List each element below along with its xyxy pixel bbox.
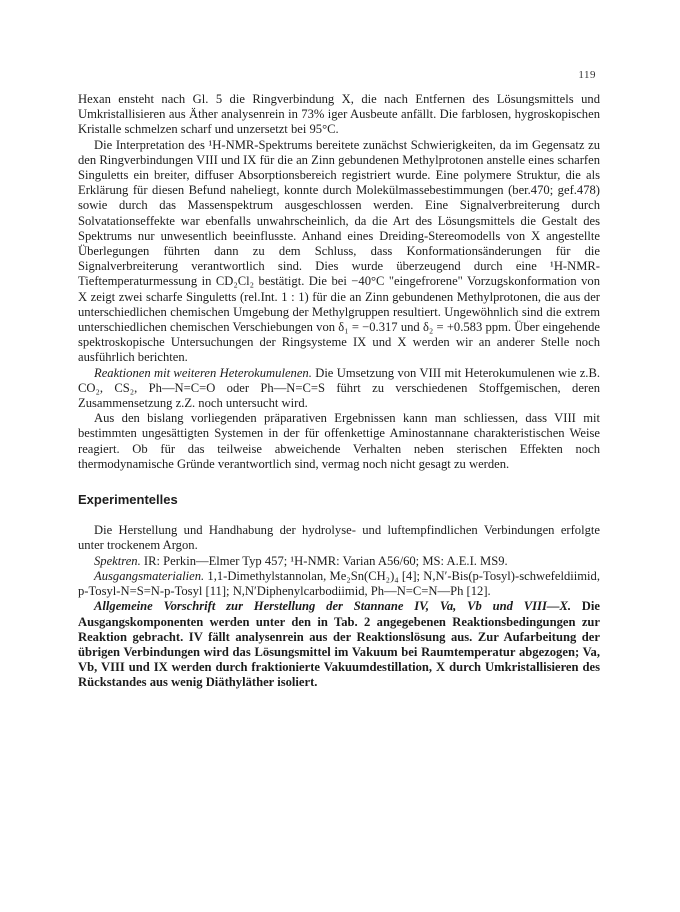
paragraph: Hexan ensteht nach Gl. 5 die Ringverbindung X, die nach Entfernen des Lösungsmittels und Umkristallisieren aus Äther analysenrein in 73% iger Ausbeute anfällt. Die farblosen, hygroskopischen Kristalle schmelzen scharf und unzersetzt bei 95°C.: [78, 92, 600, 137]
paragraph-text: 1,1-Dimethylstannolan, Me₂Sn(CH₂)₄ [4]; N,N′-Bis(p-Tosyl)-schwefeldiimid, p-Tosyl-N=S=N-p-Tosyl [11]; N,N′Diphenylcarbodiimid, Ph—N=C=N—Ph [12].: [78, 568, 600, 599]
paragraph: [78, 569, 600, 599]
paragraph: Die Herstellung und Handhabung der hydrolyse- und luftempfindlichen Verbindungen erfolgte unter trockenem Argon.: [78, 523, 600, 553]
paragraph: Aus den bislang vorliegenden präparativen Ergebnissen kann man schliessen, dass VIII mit bestimmten ungesättigten Systemen in der für offenkettige Aminostannane charakteristischen Weise reagiert. Ob für das teilweise abweichende Verhalten neben sterischen Effekten noch thermodynamische Gründe verantwortlich sind, vermag noch nicht gesagt zu werden.: [78, 411, 600, 471]
experimental-section: [78, 523, 600, 690]
paragraph: [78, 554, 600, 569]
paragraph-run-in-heading: Spektren.: [94, 553, 141, 568]
page-number: 119: [578, 69, 596, 81]
paragraph-text: Die Ausgangskomponenten werden unter den in Tab. 2 angegebenen Reaktionsbedingungen zur Reaktion gebracht. IV fällt analysenrein aus der Reaktionslösung aus. Zur Aufarbeitung der übrigen Verbindungen wird das Lösungsmittel im Vakuum bei Raumtemperatur abgezogen; Va, Vb, VIII und IX werden durch fraktionierte Vakuumdestillation, X durch Umkristallisieren des Rückstandes aus wenig Diäthyläther isoliert.: [78, 599, 600, 690]
body-text: [78, 92, 600, 691]
paragraph-run-in-heading: Ausgangsmaterialien.: [94, 568, 205, 583]
paragraph-run-in-heading: Allgemeine Vorschrift zur Herstellung der Stannane IV, Va, Vb und VIII—X.: [94, 599, 571, 614]
paragraph-run-in-heading: Reaktionen mit weiteren Heterokumulenen.: [94, 365, 312, 380]
paragraph: [78, 366, 600, 412]
paragraph: [78, 599, 600, 690]
section-heading: Experimentelles: [78, 492, 178, 508]
paragraph: Die Interpretation des ¹H-NMR-Spektrums bereitete zunächst Schwierigkeiten, da im Gegensatz zu den Ringverbindungen VIII und IX für die an Zinn gebundenen Methylprotonen anstelle eines scharfen Singuletts ein breiter, diffuser Absorptionsbereich registriert wurde. Eine polymere Struktur, die als Erklärung für diesen Befund naheliegt, konnte durch Molekülmassebestimmungen (ber.470; gef.478) sowie durch das Massenspektrum ausgeschlossen werden. Eine Signalverbreiterung durch Solvatationseffekte war ebenfalls unwahrscheinlich, da die Art des Lösungsmittels die Gestalt des Spektrums nur unwesentlich beeinflusste. Anhand eines Dreiding-Stereomodells von X angestellte Überlegungen führten dann zu dem Schluss, dass Konformationsänderungen für die Signalverbreiterung verantwortlich sind. Dies wurde überzeugend durch eine ¹H-NMR-Tieftemperaturmessung in CD₂Cl₂ bestätigt. Die bei −40°C "eingefrorene" Vorzugskonformation von X zeigt zwei scharfe Singuletts (rel.Int. 1 : 1) für die an Zinn gebundenen Methylprotonen, die aus der unterschiedlichen chemischen Umgebung der Methylgruppen resultiert. Ungewöhnlich sind die extrem unterschiedlichen chemischen Verschiebungen von δ₁ = −0.317 und δ₂ = +0.583 ppm. Über eingehende spektroskopische Untersuchungen der Ringsysteme IX und X werden wir an anderer Stelle noch ausführlich berichten.: [78, 137, 600, 365]
paragraph-text: IR: Perkin—Elmer Typ 457; ¹H-NMR: Varian A56/60; MS: A.E.I. MS9.: [140, 553, 508, 568]
paragraph-text: Die Umsetzung von VIII mit Heterokumulenen wie z.B. CO₂, CS₂, Ph—N=C=O oder Ph—N=C=S führt zu verschiedenen Stoffgemischen, deren Zusammensetzung z.Z. noch untersucht wird.: [78, 365, 600, 411]
